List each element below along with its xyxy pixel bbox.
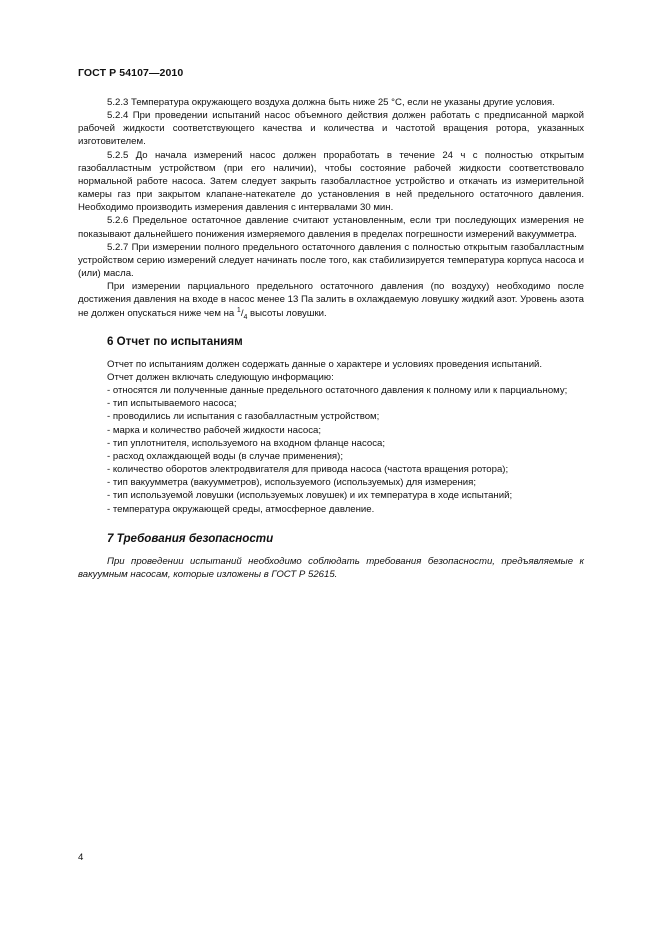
clause-5-2-8-tail: высоты ловушки. xyxy=(247,307,327,319)
report-info-list xyxy=(78,384,584,516)
list-item: - тип вакуумметра (вакуумметров), используемого (используемых) для измерения; xyxy=(107,477,477,489)
fraction-separator: / xyxy=(240,307,244,319)
list-item: - тип испытываемого насоса; xyxy=(107,398,237,410)
list-item: - тип используемой ловушки (используемых ловушек) и их температура в ходе испытаний; xyxy=(107,490,513,502)
clause-5-2-7: 5.2.7 При измерении полного предельного остаточного давления с полностью открытым газобалластным устройством серию измерений следует начинать после того, как стабилизируется температура корпуса насоса и (или) масла. xyxy=(78,241,584,280)
section-6-intro-2: Отчет должен включать следующую информацию: xyxy=(107,371,334,383)
list-item: - тип уплотнителя, используемого на входном фланце насоса; xyxy=(107,437,386,449)
document-header: ГОСТ Р 54107—2010 xyxy=(78,67,184,79)
list-item: - марка и количество рабочей жидкости насоса; xyxy=(107,424,322,436)
clause-5-2-8 xyxy=(78,280,584,319)
fraction-numerator: 1 xyxy=(236,306,241,314)
clause-5-2-8-text: При измерении парциального предельного остаточного давления (по воздуху) необходимо после достижения давления на входе в насос менее 13 Па залить в охлаждаемую ловушку жидкий азот. Уровень азота не должен опускаться ниже чем на xyxy=(78,281,584,319)
section-6-intro-1: Отчет по испытаниям должен содержать данные о характере и условиях проведения испытаний. xyxy=(107,358,543,370)
fraction-denominator: 4 xyxy=(243,313,248,321)
section-7-text: При проведении испытаний необходимо соблюдать требования безопасности, предъявляемые к вакуумным насосам, которые изложены в ГОСТ Р 52615. xyxy=(78,555,584,580)
document-body xyxy=(78,96,584,581)
clause-5-2-3: 5.2.3 Температура окружающего воздуха должна быть ниже 25 °С, если не указаны другие условия. xyxy=(107,97,555,108)
list-item: - температура окружающей среды, атмосферное давление. xyxy=(107,503,375,515)
section-6-title: 6 Отчет по испытаниям xyxy=(107,334,243,348)
clause-5-2-6: 5.2.6 Предельное остаточное давление считают установленным, если три последующих измерения не показывают дальнейшего понижения измеряемого давления в пределах погрешности измерений вакуумметра. xyxy=(78,215,584,240)
section-7-title: 7 Требования безопасности xyxy=(107,531,274,545)
clause-5-2-5: 5.2.5 До начала измерений насос должен проработать в течение 24 ч с полностью открытым газобалластным устройством (при его наличии), чтобы состояние рабочей жидкости соответствовало нормальной работе насоса. Затем следует закрыть газобалластное устройство и откачать из измерительной камеры газ при закрытом клапане-натекателе до установления в ней предельного остаточного давления. Необходимо производить измерения давления с интервалами 30 мин. xyxy=(78,149,584,214)
list-item: - проводились ли испытания с газобалластным устройством; xyxy=(107,411,380,423)
clause-5-2-4: 5.2.4 При проведении испытаний насос объемного действия должен работать с предписанной маркой рабочей жидкости соответствующего качества и количества и частотой вращения ротора, указанных изготовителем. xyxy=(78,110,584,148)
list-item: - расход охлаждающей воды (в случае применения); xyxy=(107,450,343,462)
list-item: - количество оборотов электродвигателя для привода насоса (частота вращения ротора); xyxy=(107,464,509,476)
page-number: 4 xyxy=(78,852,84,863)
list-item: - относятся ли полученные данные предельного остаточного давления к полному или к парциальному; xyxy=(107,385,568,397)
